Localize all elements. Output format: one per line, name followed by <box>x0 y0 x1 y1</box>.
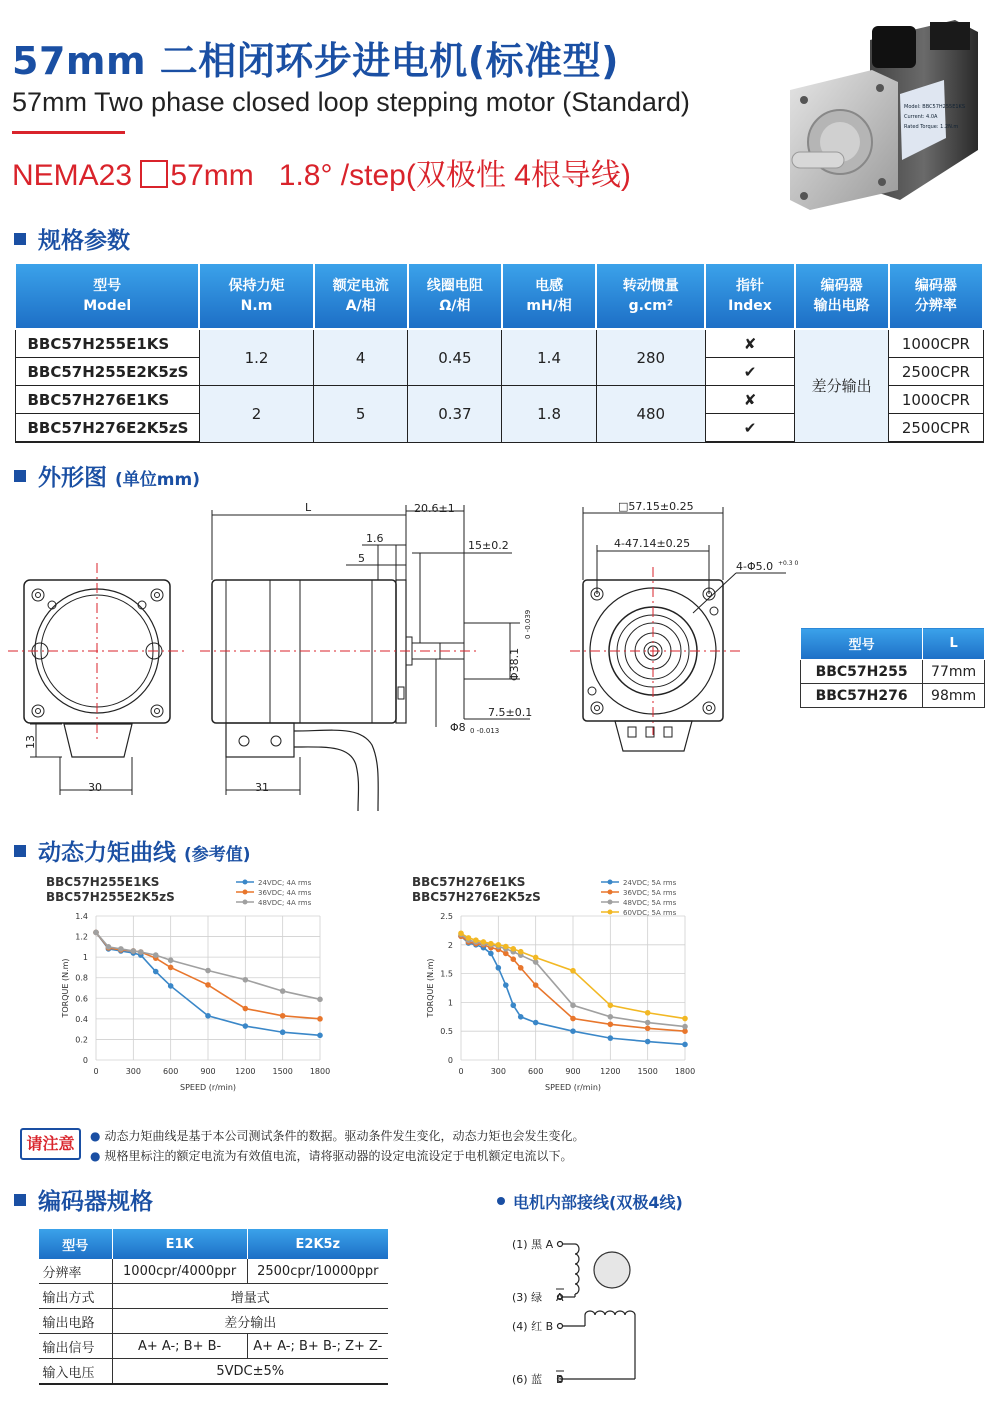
chart2-title: BBC57H276E1KS BBC57H276E2K5zS <box>412 875 541 904</box>
data-point <box>570 1028 576 1034</box>
spec-resistance: 0.45 <box>408 329 502 386</box>
data-point <box>518 1014 524 1020</box>
data-point <box>570 1016 576 1022</box>
encoder-value: 增量式 <box>112 1284 388 1309</box>
data-point <box>533 982 539 988</box>
legend-label: 24VDC; 4A rms <box>258 879 312 887</box>
wire-1: (1) 黑 A <box>512 1238 554 1251</box>
x-tick-label: 600 <box>163 1067 179 1076</box>
dim-7-5: 7.5±0.1 <box>488 706 533 719</box>
legend-marker <box>243 900 248 905</box>
spec-table <box>14 262 984 443</box>
data-point <box>168 957 174 963</box>
nema-line <box>12 150 631 194</box>
data-point <box>317 997 323 1003</box>
section-spec-title: 规格参数 <box>14 222 130 255</box>
x-tick-label: 1500 <box>637 1067 658 1076</box>
spec-inductance: 1.8 <box>502 386 596 443</box>
y-tick-label: 1 <box>82 953 88 963</box>
data-point <box>645 1039 651 1045</box>
spec-torque: 1.2 <box>199 329 313 386</box>
x-axis-label: SPEED (r/min) <box>179 1083 237 1092</box>
motor-label-line-1: Model: BBC57H255E1KS <box>904 104 966 110</box>
spec-header-index: 指针 Index <box>705 263 794 329</box>
data-point <box>243 977 249 983</box>
encoder-row <box>39 1309 389 1334</box>
note-item: ● 规格里标注的额定电流为有效值电流，请将驱动器的设定电流设定于电机额定电流以下。 <box>90 1149 573 1163</box>
legend-label: 36VDC; 4A rms <box>258 889 312 897</box>
encoder-value: 5VDC±5% <box>112 1359 388 1385</box>
data-point <box>153 969 159 975</box>
title-divider <box>12 131 125 134</box>
wire-6-signal: B <box>556 1373 564 1386</box>
length-header-L: L <box>923 628 985 660</box>
square-symbol-icon <box>140 160 168 188</box>
note-item: ● 动态力矩曲线是基于本公司测试条件的数据。驱动条件发生变化，动态力矩也会发生变化。 <box>90 1129 585 1143</box>
legend-marker <box>243 890 248 895</box>
nema-prefix: NEMA23 <box>12 159 133 192</box>
spec-inertia: 480 <box>596 386 705 443</box>
encoder-row <box>39 1334 389 1359</box>
data-point <box>533 1020 539 1026</box>
spec-header-torque: 保持力矩 N.m <box>199 263 313 329</box>
y-tick-label: 0.6 <box>75 994 88 1004</box>
encoder-label: 输出电路 <box>39 1309 113 1334</box>
encoder-label: 输出方式 <box>39 1284 113 1309</box>
length-model: BBC57H276 <box>801 684 923 708</box>
spec-torque: 2 <box>199 386 313 443</box>
y-tick-label: 0.5 <box>440 1027 453 1037</box>
data-point <box>481 939 487 945</box>
spec-index: ✔ <box>705 358 794 386</box>
dim-shaft-length: 20.6±1 <box>414 502 455 515</box>
x-tick-label: 1800 <box>309 1067 331 1076</box>
spec-index: ✘ <box>705 329 794 358</box>
data-point <box>488 941 494 947</box>
rotor-icon <box>594 1252 630 1288</box>
torque-chart-h255 <box>40 870 340 1100</box>
dim-holes-tol: +0.3 0 <box>778 560 799 567</box>
section-encoder-title: 编码器规格 <box>14 1183 153 1216</box>
y-tick-label: 2.5 <box>440 912 453 921</box>
spec-resistance: 0.37 <box>408 386 502 443</box>
data-point <box>682 1042 688 1048</box>
motor-label-line-2: Current: 4.0A <box>904 114 938 120</box>
motor-label-line-3: Rated Torque: 1.2N.m <box>904 124 959 130</box>
spec-inductance: 1.4 <box>502 329 596 386</box>
data-point <box>570 968 576 974</box>
nema-size: 57mm <box>170 159 254 192</box>
dim-13: 13 <box>24 735 37 749</box>
data-point <box>496 965 502 971</box>
x-tick-label: 0 <box>93 1067 99 1076</box>
spec-current: 4 <box>314 329 408 386</box>
y-axis-label: TORQUE (N.m) <box>61 958 70 1018</box>
dim-38: Φ38.1 <box>508 647 521 681</box>
data-point <box>645 1020 651 1026</box>
encoder-value: 差分输出 <box>112 1309 388 1334</box>
spec-header-inertia: 转动惯量 g.cm² <box>596 263 705 329</box>
wire-3-label: (3) 绿 <box>512 1291 543 1304</box>
spec-resolution: 2500CPR <box>889 358 983 386</box>
dim-5: 5 <box>358 552 365 565</box>
notice-badge: 请注意 <box>20 1128 81 1160</box>
spec-model: BBC57H255E2K5zS <box>15 358 199 386</box>
data-point <box>510 946 516 952</box>
dim-30: 30 <box>88 781 102 794</box>
data-point <box>518 949 524 955</box>
encoder-row <box>39 1259 389 1284</box>
data-point <box>510 956 516 962</box>
x-tick-label: 900 <box>200 1067 216 1076</box>
spec-header-output: 编码器 输出电路 <box>795 263 889 329</box>
x-tick-label: 900 <box>565 1067 581 1076</box>
spec-model: BBC57H255E1KS <box>15 329 199 358</box>
legend-marker <box>608 910 613 915</box>
spec-resolution: 1000CPR <box>889 386 983 414</box>
dim-8: Φ8 <box>450 721 466 734</box>
legend-label: 24VDC; 5A rms <box>623 879 677 887</box>
length-table <box>800 627 985 708</box>
length-value: 77mm <box>923 660 985 684</box>
data-point <box>458 930 464 936</box>
x-tick-label: 0 <box>458 1067 464 1076</box>
x-tick-label: 1200 <box>600 1067 621 1076</box>
wire-6-label: (6) 蓝 <box>512 1373 543 1386</box>
data-point <box>153 952 159 958</box>
data-point <box>280 1029 286 1035</box>
spec-model: BBC57H276E2K5zS <box>15 414 199 443</box>
spec-index: ✘ <box>705 386 794 414</box>
data-point <box>503 982 509 988</box>
x-tick-label: 300 <box>125 1067 141 1076</box>
spec-current: 5 <box>314 386 408 443</box>
dim-31: 31 <box>255 781 269 794</box>
data-point <box>682 1024 688 1030</box>
wire-4: (4) 红 B <box>512 1320 554 1333</box>
spec-row <box>15 329 983 358</box>
y-tick-label: 1.5 <box>440 969 453 979</box>
x-axis-label: SPEED (r/min) <box>544 1083 602 1092</box>
data-point <box>168 983 174 989</box>
spec-index: ✔ <box>705 414 794 443</box>
length-model: BBC57H255 <box>801 660 923 684</box>
notes-list <box>90 1126 585 1166</box>
data-point <box>280 1013 286 1019</box>
spec-header-resolution: 编码器 分辨率 <box>889 263 983 329</box>
spec-resolution: 1000CPR <box>889 329 983 358</box>
data-point <box>106 944 112 950</box>
x-tick-label: 300 <box>490 1067 506 1076</box>
data-point <box>93 930 99 936</box>
data-point <box>131 948 137 954</box>
spec-resolution: 2500CPR <box>889 414 983 443</box>
data-point <box>243 1006 249 1012</box>
data-point <box>118 946 124 952</box>
encoder-row <box>39 1359 389 1385</box>
spec-header-inductance: 电感 mH/相 <box>502 263 596 329</box>
data-point <box>682 1016 688 1022</box>
x-tick-label: 1500 <box>272 1067 293 1076</box>
dim-8-tol: 0 -0.013 <box>470 727 500 735</box>
dim-L: L <box>305 501 312 514</box>
encoder-e1k: A+ A-; B+ B- <box>112 1334 247 1359</box>
wiring-title: 电机内部接线(双极4线) <box>497 1190 683 1213</box>
spec-header-model: 型号 Model <box>15 263 199 329</box>
front-view <box>8 563 188 795</box>
nema-step: 1.8° /step(双极性 4根导线) <box>278 159 631 192</box>
length-value: 98mm <box>923 684 985 708</box>
encoder-header-e2k5z: E2K5z <box>247 1229 388 1259</box>
y-tick-label: 0.2 <box>75 1035 88 1045</box>
data-point <box>503 944 509 950</box>
spec-inertia: 280 <box>596 329 705 386</box>
data-point <box>317 1016 323 1022</box>
torque-chart-h276 <box>405 870 705 1100</box>
dim-38-tol: 0 -0.039 <box>524 609 532 639</box>
legend-marker <box>608 890 613 895</box>
data-point <box>317 1033 323 1039</box>
section-dims-title: 外形图 (单位mm) <box>14 459 200 492</box>
title-cn: 57mm 二相闭环步进电机(标准型) <box>12 39 620 83</box>
chart1-title: BBC57H255E1KS BBC57H255E2K5zS <box>46 875 175 904</box>
legend-label: 36VDC; 5A rms <box>623 889 677 897</box>
data-point <box>533 955 539 961</box>
data-point <box>608 1035 614 1041</box>
data-point <box>168 965 174 971</box>
encoder-label: 分辨率 <box>39 1259 113 1284</box>
length-row <box>801 660 985 684</box>
title-en: 57mm Two phase closed loop stepping motor (Standard) <box>12 87 690 117</box>
legend-label: 48VDC; 5A rms <box>623 899 677 907</box>
data-point <box>645 1026 651 1032</box>
y-tick-label: 0 <box>82 1056 88 1065</box>
data-point <box>608 1014 614 1020</box>
encoder-row <box>39 1284 389 1309</box>
wiring-diagram <box>505 1225 705 1395</box>
data-point <box>138 949 144 955</box>
spec-output: 差分输出 <box>795 329 889 442</box>
y-tick-label: 2 <box>447 940 453 950</box>
x-tick-label: 1800 <box>674 1067 696 1076</box>
data-point <box>205 982 211 988</box>
spec-model: BBC57H276E1KS <box>15 386 199 414</box>
motor-photo <box>780 10 995 210</box>
data-point <box>645 1010 651 1016</box>
data-point <box>488 951 494 957</box>
data-point <box>205 968 211 974</box>
data-point <box>243 1023 249 1029</box>
data-point <box>570 1002 576 1008</box>
data-point <box>205 1013 211 1019</box>
spec-header-resistance: 线圈电阻 Ω/相 <box>408 263 502 329</box>
encoder-table <box>38 1229 388 1385</box>
encoder-label: 输出信号 <box>39 1334 113 1359</box>
legend-label: 60VDC; 5A rms <box>623 909 677 917</box>
encoder-header-e1k: E1K <box>112 1229 247 1259</box>
y-tick-label: 1.2 <box>75 932 88 942</box>
dim-pcd: 4-47.14±0.25 <box>614 537 691 550</box>
legend-label: 48VDC; 4A rms <box>258 899 312 907</box>
data-point <box>608 1021 614 1027</box>
legend-marker <box>243 880 248 885</box>
y-tick-label: 0.4 <box>75 1014 88 1024</box>
x-tick-label: 600 <box>528 1067 544 1076</box>
y-tick-label: 0.8 <box>75 973 88 983</box>
data-point <box>473 937 479 943</box>
wire-3-signal: A <box>556 1291 564 1304</box>
encoder-header-model: 型号 <box>39 1229 113 1259</box>
encoder-e2k5z: 2500cpr/10000ppr <box>247 1259 388 1284</box>
spec-header-current: 额定电流 A/相 <box>314 263 408 329</box>
data-point <box>510 1002 516 1008</box>
data-point <box>518 965 524 971</box>
dim-15: 15±0.2 <box>468 539 509 552</box>
y-tick-label: 0 <box>447 1056 453 1065</box>
x-tick-label: 1200 <box>235 1067 256 1076</box>
data-point <box>280 988 286 994</box>
encoder-e1k: 1000cpr/4000ppr <box>112 1259 247 1284</box>
legend-marker <box>608 880 613 885</box>
section-torque-title: 动态力矩曲线 (参考值) <box>14 834 251 867</box>
spec-header-row <box>15 263 983 329</box>
legend-marker <box>608 900 613 905</box>
length-header-model: 型号 <box>801 628 923 660</box>
encoder-label: 输入电压 <box>39 1359 113 1385</box>
encoder-e2k5z: A+ A-; B+ B-; Z+ Z- <box>247 1334 388 1359</box>
side-view <box>200 580 480 811</box>
y-axis-label: TORQUE (N.m) <box>426 958 435 1018</box>
data-point <box>608 1002 614 1008</box>
dim-square: □57.15±0.25 <box>618 500 694 513</box>
length-row <box>801 684 985 708</box>
data-point <box>496 942 502 948</box>
dim-holes: 4-Φ5.0 <box>736 560 774 573</box>
dimension-drawing <box>0 495 800 825</box>
y-tick-label: 1 <box>447 998 453 1008</box>
y-tick-label: 1.4 <box>75 912 88 921</box>
data-point <box>466 935 472 941</box>
dim-1-6: 1.6 <box>366 532 384 545</box>
